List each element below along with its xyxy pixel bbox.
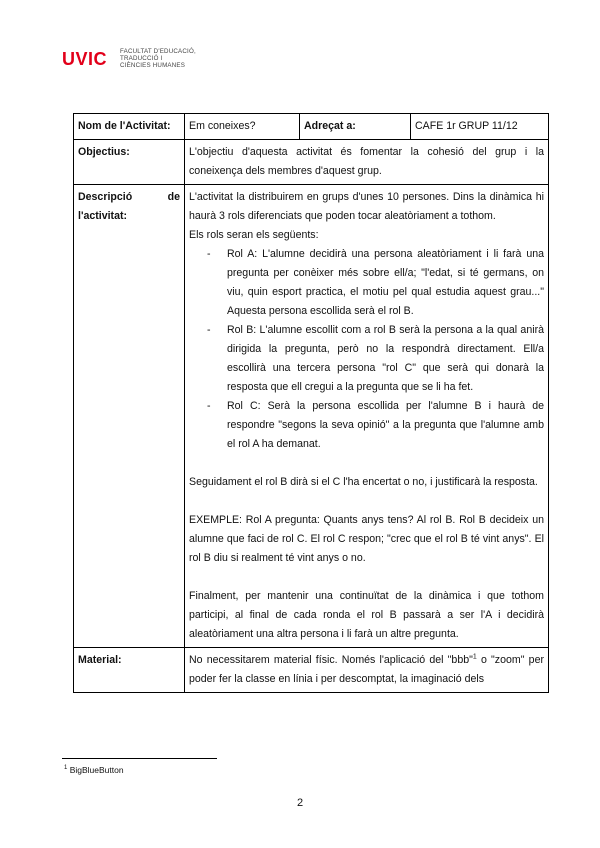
table-row [74, 114, 549, 140]
activity-name-value: Em coneixes? [185, 114, 300, 140]
objective-label: Objectius: [74, 140, 185, 185]
table-row [74, 648, 549, 693]
footnote-ref[interactable]: 1 [472, 653, 477, 661]
description-example: EXEMPLE: Rol A pregunta: Quants anys tens? Al rol B. Rol B decideix un alumne que faci de rol C. El rol C respon; "crec que el rol B té vint anys". El rol B diu si realment té vint anys o no. [189, 514, 544, 564]
list-item: - Rol B: L'alumne escollit com a rol B serà la persona a la qual anirà dirigida la pregunta, però no la respondrà directament. Ell/a escollirà una tercera persona "rol C" que serà qui donarà la resposta que ell cregui a la pregunta que se li ha fet. [207, 324, 544, 393]
faculty-line: CIÈNCIES HUMANES [120, 62, 186, 70]
role-b-text: Rol B: L'alumne escollit com a rol B serà la persona a la qual anirà dirigida la pregunta, però no la respondrà directament. Ell/a escollirà una tercera persona "rol C" que serà qui donarà la resposta que ell cregui a la pregunta que se li ha fet. [227, 324, 544, 393]
description-label [74, 185, 185, 648]
description-content [185, 185, 549, 648]
faculty-name [120, 48, 196, 70]
table-row [74, 185, 549, 648]
role-a-text: Rol A: L'alumne decidirà una persona aleatòriament i li farà una pregunta per conèixer més sobre ell/a; "l'edat, si té germans, on viu, quin esport practica, el motiu pel qual estudia aquest grau..." Aquesta persona escollida serà el rol B. [227, 248, 544, 317]
faculty-line: TRADUCCIÓ I [120, 55, 163, 63]
objective-text: L'objectiu d'aquesta activitat és fomentar la cohesió del grup i la coneixença dels membres d'aquest grup. [185, 140, 549, 185]
footnote-number: 1 [64, 765, 68, 772]
description-label-line2: l'activitat: [78, 210, 128, 222]
description-intro: L'activitat la distribuirem en grups d'unes 10 persones. Dins la dinàmica hi haurà 3 rols diferenciats que poden tocar aleatòriament a tothom. [189, 191, 544, 222]
description-para4: Finalment, per mantenir una continuïtat de la dinàmica i que tothom participi, al final de cada ronda el rol B passarà a ser l'A i decidirà aleatòriament una altra persona i li farà un altre pregunta. [189, 590, 544, 640]
faculty-line: FACULTAT D'EDUCACIÓ, [120, 48, 196, 55]
list-item: - Rol A: L'alumne decidirà una persona aleatòriament i li farà una pregunta per conèixer més sobre ell/a; "l'edat, si té germans, on viu, quin esport practica, el motiu pel qual estudia aquest grau..." Aquesta persona escollida serà el rol B. [207, 248, 544, 317]
target-value: CAFE 1r GRUP 11/12 [411, 114, 549, 140]
footnote-divider [62, 758, 217, 759]
footnote [64, 765, 124, 776]
description-label-word: de [167, 191, 180, 203]
activity-name-label: Nom de l'Activitat: [74, 114, 185, 140]
material-label: Material: [74, 648, 185, 693]
description-label-word: Descripció [78, 191, 133, 203]
activity-table [73, 113, 549, 693]
roles-intro: Els rols seran els següents: [189, 229, 319, 241]
role-c-text: Rol C: Serà la persona escollida per l'alumne B i haurà de respondre "segons la seva opinió" a la pregunta que l'alumne amb el rol A ha demanat. [227, 400, 544, 450]
uvic-logo: UVIC [62, 49, 108, 69]
target-label: Adreçat a: [300, 114, 411, 140]
page-number: 2 [296, 797, 304, 809]
table-row [74, 140, 549, 185]
list-item: - Rol C: Serà la persona escollida per l'alumne B i haurà de respondre "segons la seva opinió" a la pregunta que l'alumne amb el rol A ha demanat. [207, 400, 544, 450]
material-text: No necessitarem material físic. Només l'aplicació del "bbb"$^1$ o "zoom" per poder fer la classe en línia i per descomptat, la imaginació dels [185, 648, 549, 693]
footnote-text: BigBlueButton [69, 765, 124, 775]
description-para2: Seguidament el rol B dirà si el C l'ha encertat o no, i justificarà la resposta. [189, 476, 538, 488]
roles-list [189, 245, 544, 454]
